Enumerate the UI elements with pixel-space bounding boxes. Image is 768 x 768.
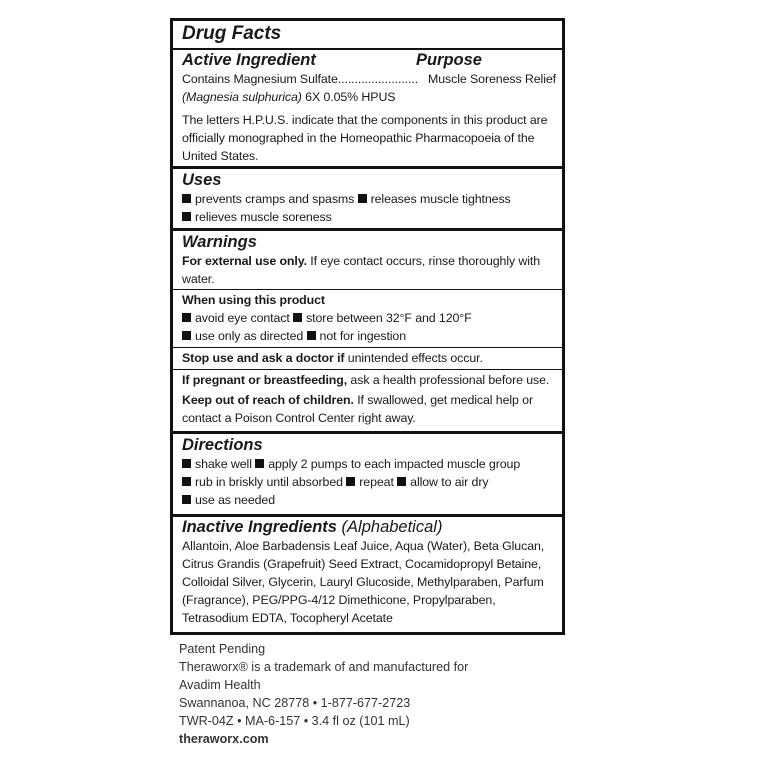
hpus-line-3: United States. bbox=[182, 149, 259, 163]
drug-facts-title-section bbox=[173, 23, 562, 45]
manufacturer-address: Swannanoa, NC 28778 • 1-877-677-2723 bbox=[179, 696, 411, 710]
divider bbox=[173, 431, 562, 434]
active-ingredient-purpose: Muscle Soreness Relief bbox=[428, 72, 556, 86]
divider bbox=[173, 369, 562, 370]
inactive-line: Allantoin, Aloe Barbadensis Leaf Juice, Aqua (Water), Beta Glucan, bbox=[182, 539, 545, 553]
drug-facts-panel bbox=[170, 18, 565, 635]
bullet-square-icon bbox=[397, 477, 406, 486]
divider bbox=[173, 514, 562, 517]
inactive-line: Colloidal Silver, Glycerin, Lauryl Glucoside, Methylparaben, Parfum bbox=[182, 575, 544, 589]
bullet-square-icon bbox=[307, 331, 316, 340]
inactive-line: Citrus Grandis (Grapefruit) Seed Extract, Cocamidopropyl Betaine, bbox=[182, 557, 542, 571]
bullet-square-icon bbox=[346, 477, 355, 486]
pregnancy-bold: If pregnant or breastfeeding, bbox=[182, 373, 348, 387]
use-item: prevents cramps and spasms bbox=[195, 192, 355, 206]
when-using-section bbox=[173, 291, 562, 345]
stop-use-section bbox=[173, 349, 562, 367]
external-use-bold: For external use only. bbox=[182, 254, 307, 268]
warning-item: avoid eye contact bbox=[195, 311, 290, 325]
website: theraworx.com bbox=[179, 732, 269, 746]
bullet-square-icon bbox=[182, 194, 191, 203]
inactive-line: Tetrasodium EDTA, Tocopheryl Acetate bbox=[182, 611, 393, 625]
active-ingredient-name: Contains Magnesium Sulfate........................ bbox=[182, 72, 419, 86]
bullet-square-icon bbox=[255, 459, 264, 468]
uses-section bbox=[173, 171, 562, 226]
warning-item: not for ingestion bbox=[319, 329, 407, 343]
direction-item: shake well bbox=[195, 457, 252, 471]
manufacturer-name: Avadim Health bbox=[179, 678, 261, 692]
direction-item: apply 2 pumps to each impacted muscle group bbox=[268, 457, 521, 471]
direction-item: rub in briskly until absorbed bbox=[195, 475, 343, 489]
external-use-text: If eye contact occurs, rinse thoroughly with bbox=[306, 254, 541, 268]
bullet-square-icon bbox=[293, 313, 302, 322]
direction-item: use as needed bbox=[195, 493, 275, 507]
active-ingredient-heading: Active Ingredient bbox=[182, 51, 316, 69]
bullet-square-icon bbox=[358, 194, 367, 203]
external-use-text-2: water. bbox=[182, 272, 215, 286]
drug-facts-title: Drug Facts bbox=[182, 23, 282, 44]
pregnancy-section bbox=[173, 371, 562, 427]
bullet-square-icon bbox=[182, 477, 191, 486]
directions-section bbox=[173, 436, 562, 509]
stop-use-bold: Stop use and ask a doctor if bbox=[182, 351, 345, 365]
bullet-square-icon bbox=[182, 212, 191, 221]
warnings-section bbox=[173, 233, 562, 288]
hpus-line-2: officially monographed in the Homeopathic Pharmacopoeia of the bbox=[182, 131, 535, 145]
when-using-heading: When using this product bbox=[182, 293, 325, 307]
hpus-line-1: The letters H.P.U.S. indicate that the components in this product are bbox=[182, 113, 548, 127]
trademark-line: Theraworx® is a trademark of and manufactured for bbox=[179, 660, 469, 674]
inactive-ingredients-section bbox=[173, 518, 562, 627]
purpose-heading: Purpose bbox=[415, 51, 482, 69]
warning-item: store between 32°F and 120°F bbox=[306, 311, 472, 325]
keep-out-bold: Keep out of reach of children. bbox=[182, 393, 354, 407]
bullet-square-icon bbox=[182, 331, 191, 340]
keep-out-text: If swallowed, get medical help or bbox=[353, 393, 533, 407]
warning-item: use only as directed bbox=[195, 329, 304, 343]
label-footer bbox=[179, 640, 468, 748]
divider bbox=[173, 48, 562, 50]
divider bbox=[173, 347, 562, 348]
use-item: releases muscle tightness bbox=[370, 192, 511, 206]
active-ingredient-strength: 6X 0.05% HPUS bbox=[301, 90, 396, 104]
inactive-line: (Fragrance), PEG/PPG-4/12 Dimethicone, Propylparaben, bbox=[182, 593, 496, 607]
direction-item: allow to air dry bbox=[410, 475, 489, 489]
divider bbox=[173, 289, 562, 290]
directions-heading: Directions bbox=[182, 436, 263, 454]
bullet-square-icon bbox=[182, 459, 191, 468]
stop-use-text: unintended effects occur. bbox=[344, 351, 483, 365]
bullet-square-icon bbox=[182, 313, 191, 322]
keep-out-text-2: contact a Poison Control Center right away. bbox=[182, 411, 416, 425]
pregnancy-text: ask a health professional before use. bbox=[347, 373, 550, 387]
active-ingredient-latin: (Magnesia sulphurica) bbox=[182, 90, 302, 104]
direction-item: repeat bbox=[359, 475, 394, 489]
warnings-heading: Warnings bbox=[182, 233, 257, 251]
inactive-ingredients-note: (Alphabetical) bbox=[336, 518, 443, 536]
divider bbox=[173, 166, 562, 169]
patent-pending: Patent Pending bbox=[179, 642, 266, 656]
active-ingredient-section bbox=[173, 51, 562, 165]
uses-heading: Uses bbox=[182, 171, 222, 189]
divider bbox=[173, 228, 562, 231]
inactive-ingredients-heading: Inactive Ingredients bbox=[182, 518, 337, 536]
bullet-square-icon bbox=[182, 495, 191, 504]
product-codes: TWR-04Z • MA-6-157 • 3.4 fl oz (101 mL) bbox=[179, 714, 410, 728]
use-item: relieves muscle soreness bbox=[195, 210, 332, 224]
